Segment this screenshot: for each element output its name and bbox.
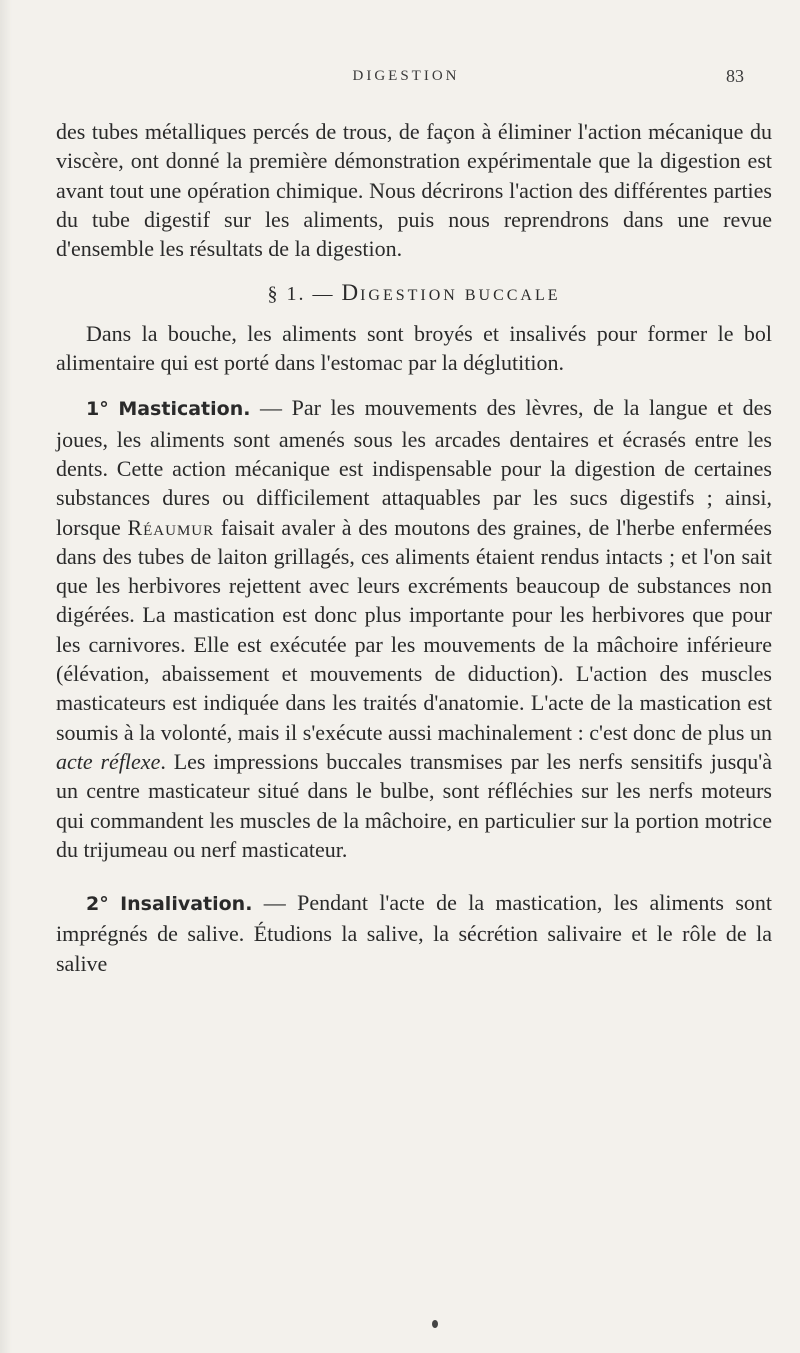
page-edge-shadow (0, 0, 12, 1353)
spacer (56, 377, 772, 393)
mastication-text-b: faisait avaler à des moutons des graines, de l'herbe enfermées dans des tubes de laiton grillagés, ces aliments étaient rendus intacts ; et l'on sait que les herbivores rejettent avec leurs excréments beaucoup de substances non digérées. La mastication est donc plus importante pour les herbivores que pour les carnivores. Elle est exécutée par les mouvements de la mâchoire inférieure (élévation, abaissement et mouvements de diduction). L'action des muscles masticateurs est indiquée dans les traités d'anatomie. L'acte de la mastication est soumis à la volonté, mais il s'exécute aussi machinalement : c'est donc de plus un (56, 514, 772, 745)
insalivation-text: — Pendant l'acte de la mastication, les aliments sont imprégnés de salive. Étudions la salive, la sécrétion salivaire et le rôle de la salive (56, 890, 773, 976)
mastication-text-c: . Les impressions buccales transmises par les nerfs sensitifs jusqu'à un centre masticateur situé dans le bulbe, sont réfléchies sur les nerfs moteurs qui commandent les muscles de la mâchoire, en particulier sur la portion motrice du trijumeau ou nerf masticateur. (56, 748, 772, 862)
body-text (56, 117, 772, 978)
paragraph-insalivation (56, 888, 772, 978)
mastication-heading: Mastication. (118, 398, 251, 421)
spacer (56, 864, 772, 888)
running-title: DIGESTION (352, 68, 460, 84)
paragraph-bouche: Dans la bouche, les aliments sont broyés et insalivés pour former le bol alimentaire qui est porté dans l'estomac par la déglutition. (56, 320, 772, 376)
section-title-rest: IGESTION (360, 287, 458, 305)
insalivation-number: 2° (86, 893, 109, 916)
mastication-text-a: — Par les mouvements des lèvres, de la langue et des joues, les aliments sont amenés sous les arcades dentaires et écrasés entre les dents. Cette action mécanique est indispensable pour la digestion de certaines substances dures ou difficilement attaquables par les sucs digestifs ; ainsi, lorsque (56, 395, 772, 540)
italic-term-acte-reflexe: acte réflexe (56, 748, 161, 774)
section-prefix: § 1. — (267, 283, 335, 306)
section-title-word2: BUCCALE (464, 287, 561, 305)
mastication-number: 1° (86, 398, 109, 421)
running-head (56, 62, 756, 92)
paragraph-mastication (56, 393, 772, 864)
section-heading (56, 278, 772, 310)
ink-speck (432, 1320, 438, 1328)
section-title-initial: D (341, 280, 361, 306)
insalivation-heading: Insalivation. (120, 893, 253, 916)
paragraph-intro: des tubes métalliques percés de trous, de façon à éliminer l'action mécanique du viscère, ont donné la première démonstration expérimentale que la digestion est avant tout une opération chimique. Nous décrirons l'action des différentes parties du tube digestif sur les aliments, puis nous reprendrons dans une revue d'ensemble les résultats de la digestion. (56, 119, 772, 262)
page-number: 83 (726, 66, 744, 86)
author-name-reaumur: Réaumur (127, 514, 215, 540)
